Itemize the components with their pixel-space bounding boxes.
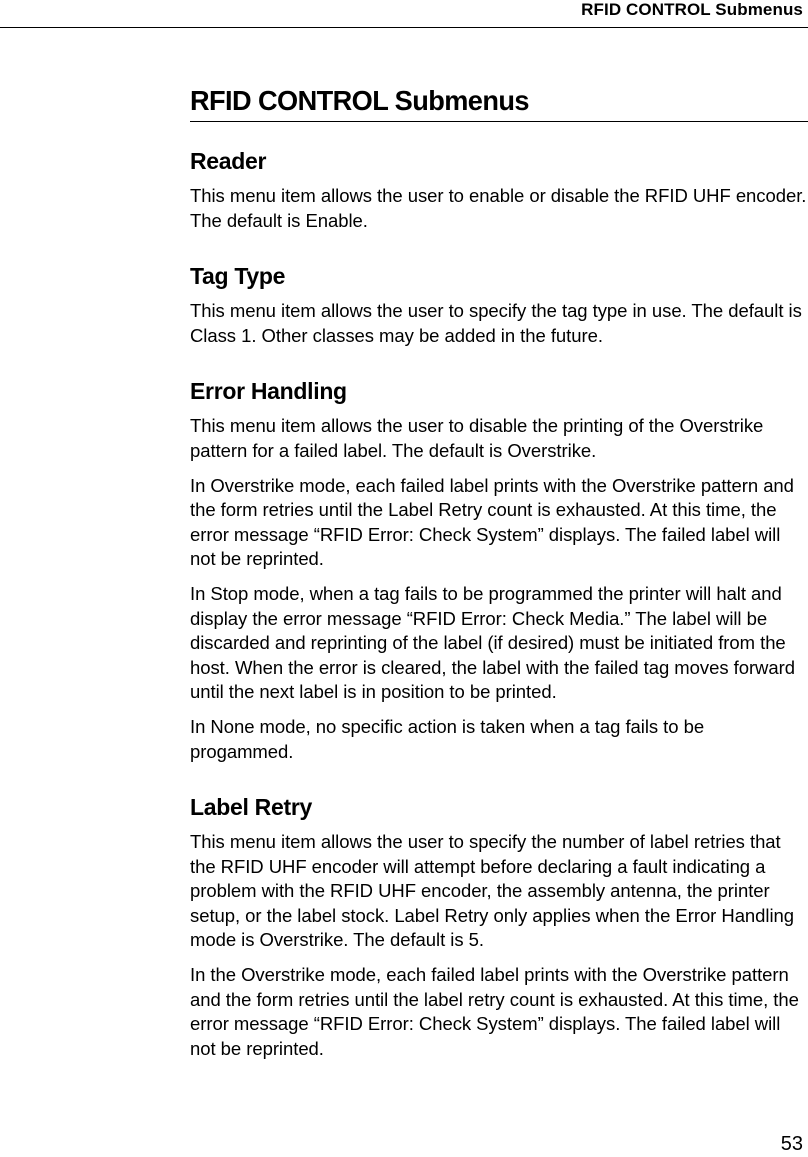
title-rule [190,121,808,122]
page-title: RFID CONTROL Submenus [190,85,529,116]
label-retry-paragraph: This menu item allows the user to specify the number of label retries that the RFID UHF encoder will attempt before declaring a fault indicating a problem with the RFID UHF encoder, the assembly antenna, the printer setup, or the label stock. Label Retry only applies when the Error Handling mode is Overstrike. The default is 5. [190,831,795,951]
label-retry-overstrike-paragraph: In the Overstrike mode, each failed label prints with the Overstrike pattern and the form retries until the label retry count is exhausted. At this time, the error message “RFID Error: Check System” displays. The failed label will not be reprinted. [190,964,799,1059]
error-handling-paragraph: This menu item allows the user to disable the printing of the Overstrike pattern for a failed label. The default is Overstrike. [190,415,764,461]
running-header: RFID CONTROL Submenus [581,0,803,19]
header-rule [0,27,808,28]
section-heading-label-retry: Label Retry [190,794,312,821]
reader-paragraph: This menu item allows the user to enable or disable the RFID UHF encoder. The default is Enable. [190,185,807,231]
section-heading-tag-type: Tag Type [190,263,286,290]
tag-type-paragraph: This menu item allows the user to specify the tag type in use. The default is Class 1. Other classes may be added in the future. [190,300,802,346]
section-heading-reader: Reader [190,148,267,174]
main-content [190,84,808,1061]
overstrike-mode-paragraph: In Overstrike mode, each failed label prints with the Overstrike pattern and the form retries until the Label Retry count is exhausted. At this time, the error message “RFID Error: Check System” displays. The failed label will not be reprinted. [190,474,794,570]
stop-mode-paragraph: In Stop mode, when a tag fails to be programmed the printer will halt and display the error message “RFID Error: Check Media.” The label will be discarded and reprinting of the label (if desired) must be initiated from the host. When the error is cleared, the label with the failed tag moves forward until the next label is in position to be printed. [190,582,795,703]
page-number: 53 [780,1133,803,1155]
none-mode-paragraph: In None mode, no specific action is taken when a tag fails to be progammed. [190,715,705,762]
section-heading-error-handling: Error Handling [190,378,347,405]
